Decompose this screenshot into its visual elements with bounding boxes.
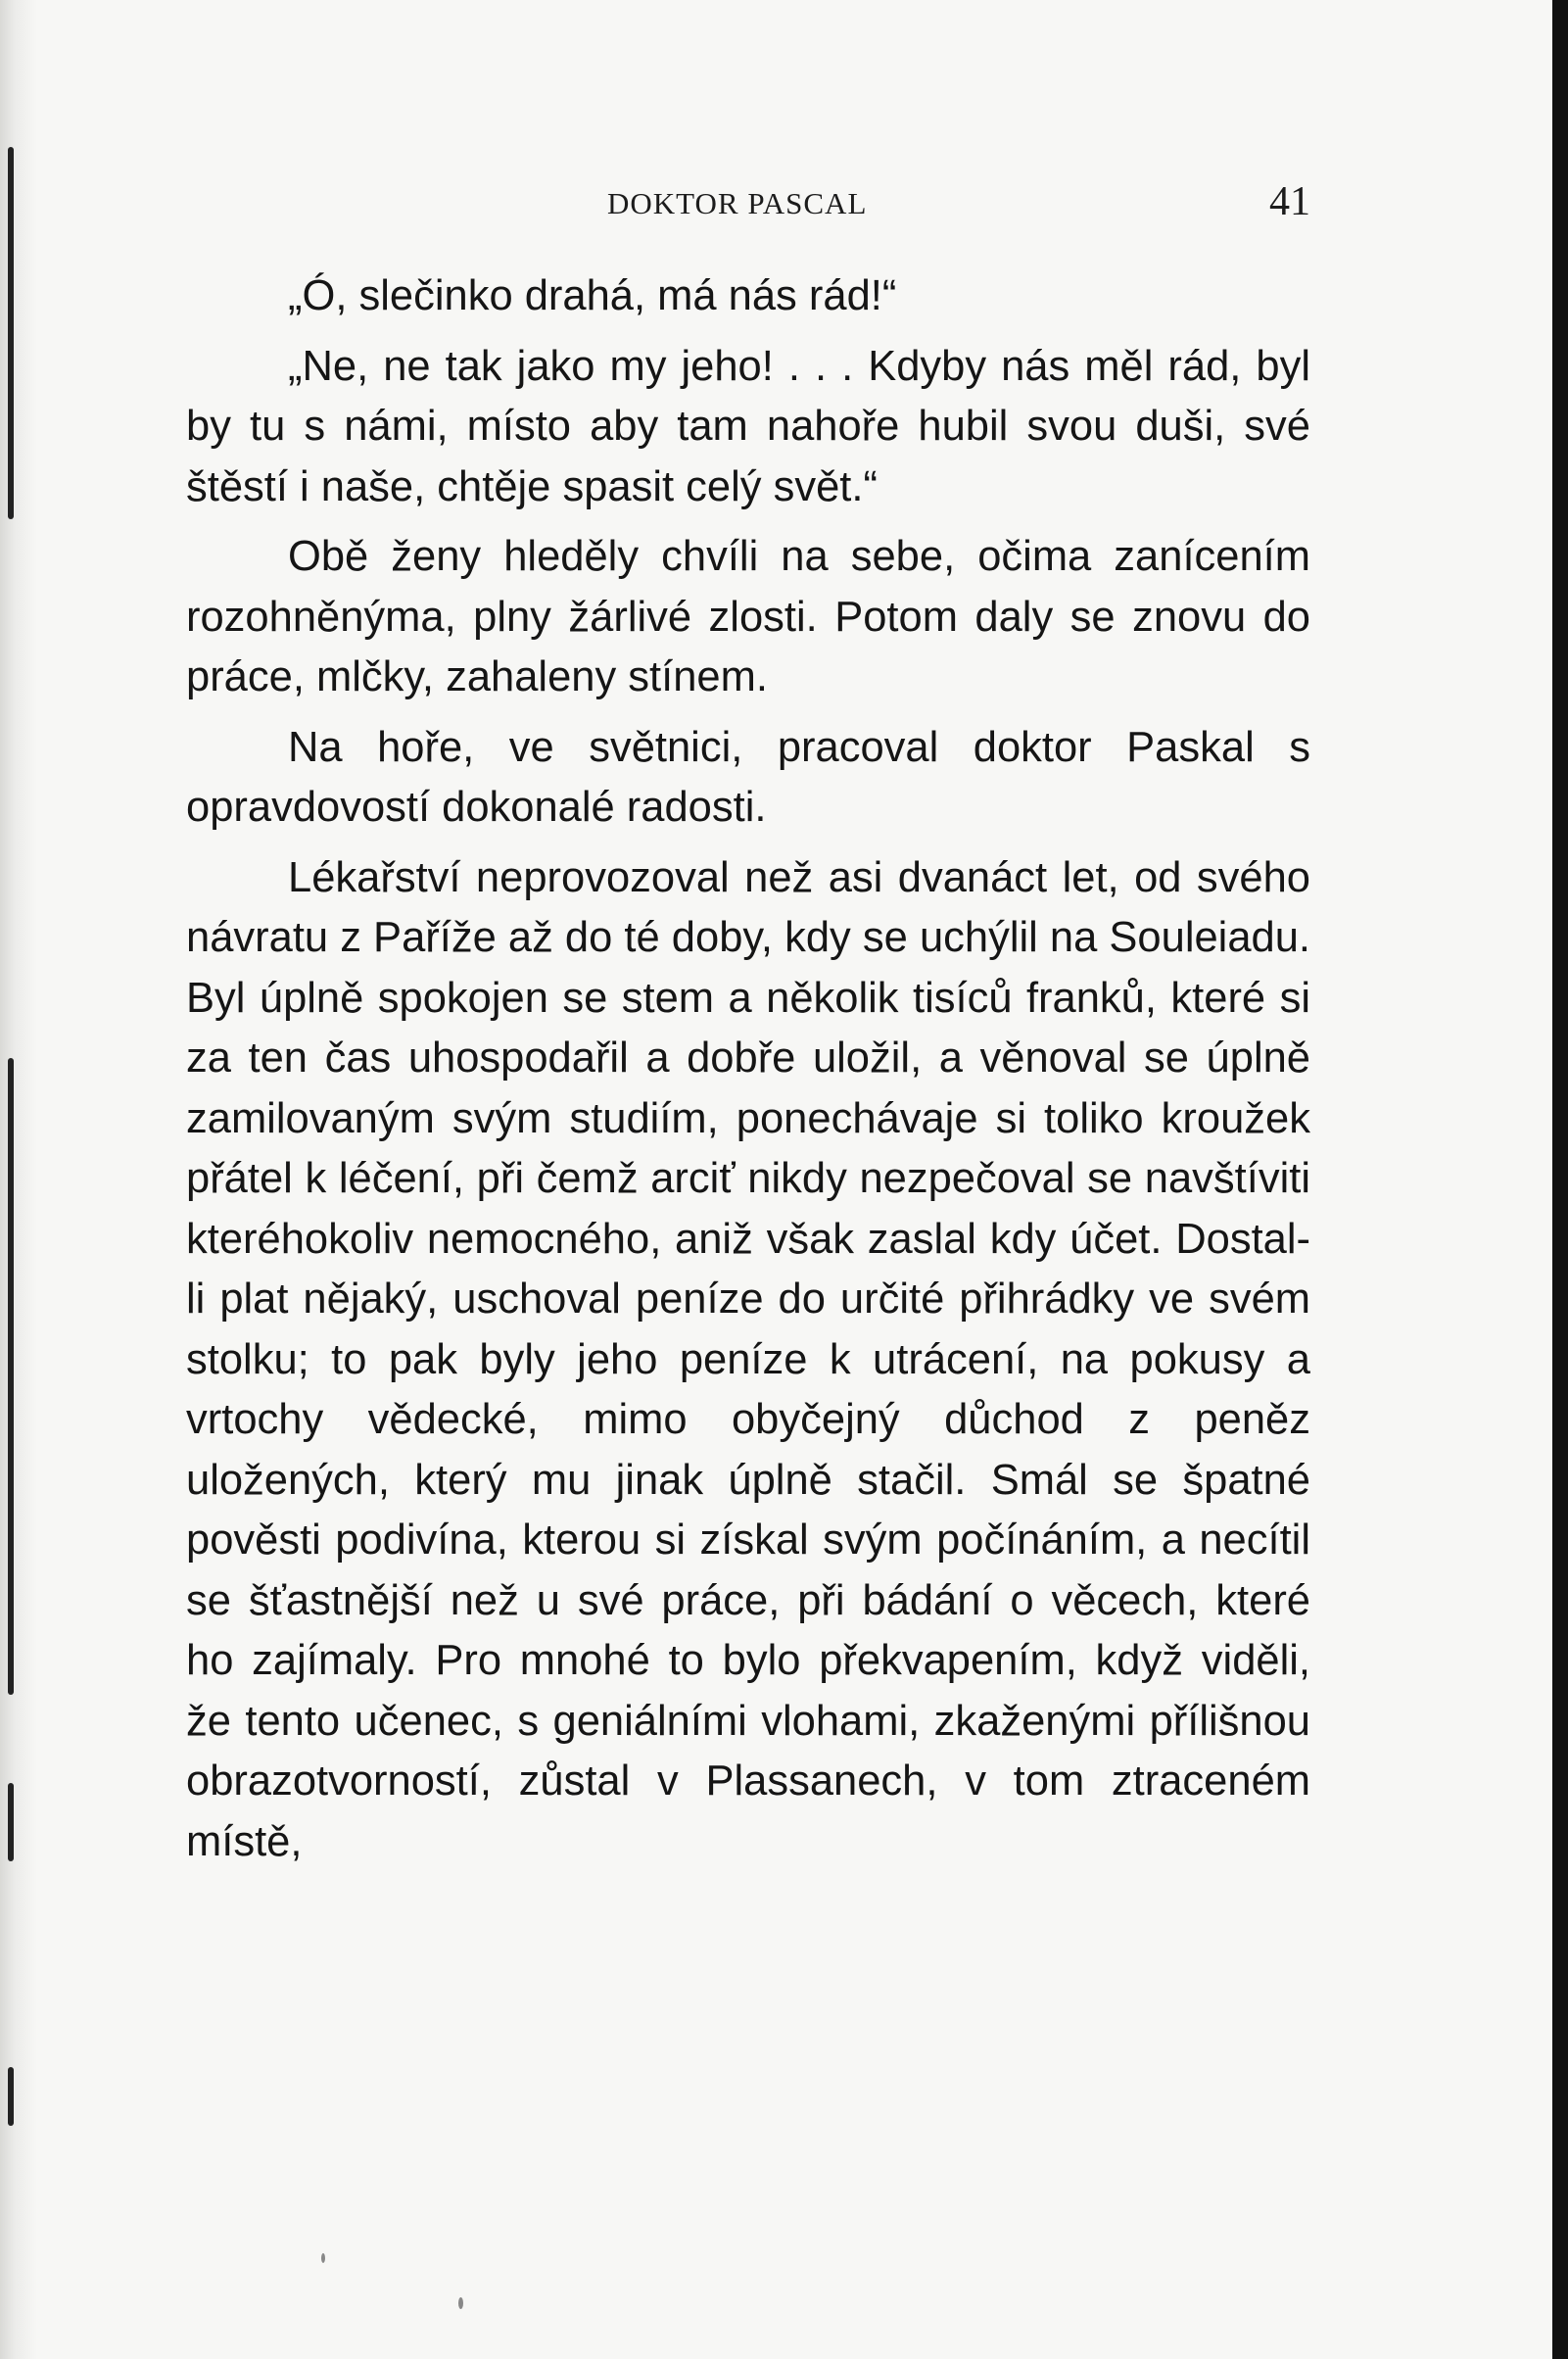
page-header — [186, 178, 1310, 237]
paragraph: „Ne, ne tak jako my jeho! . . . Kdyby nás měl rád, byl by tu s námi, místo aby tam nahoře hubil svou duši, své štěstí i naše, chtěje spasit celý svět.“ — [186, 342, 1310, 510]
scan-edge — [1552, 0, 1568, 2359]
binding-mark — [8, 147, 14, 519]
page-number: 41 — [1269, 179, 1310, 224]
paragraph: Lékařství neprovozoval než asi dvanáct let, od svého návratu z Paříže až do té doby, kdy se uchýlil na Souleiadu. Byl úplně spokojen se stem a několik tisíců franků, které si za ten čas uhospodařil a dobře uložil, a věnoval se úplně zamilovaným svým studiím, ponechávaje si toliko kroužek přátel k léčení, při čemž arciť nikdy nezpečoval se navštíviti kteréhokoliv nemocného, aniž však zaslal kdy účet. Dostal-li plat nějaký, uschoval peníze do určité přihrádky ve svém stolku; to pak byly jeho peníze k utrácení, na pokusy a vrtochy vědecké, mimo obyčejný důchod z peněz uložených, který mu jinak úplně stačil. Smál se špatné pověsti podivína, kterou si získal svým počínáním, a necítil se šťastnější než u své práce, při bádání o věcech, které ho zajímaly. Pro mnohé to bylo překvapením, když viděli, že tento učenec, s geniálními vlohami, zkaženými přílišnou obrazotvorností, zůstal v Plassanech, v tom ztraceném místě, — [186, 853, 1310, 1865]
paragraph: Na hoře, ve světnici, pracoval doktor Paskal s opravdovostí dokonalé radosti. — [186, 723, 1310, 831]
paragraph: „Ó, slečinko drahá, má nás rád!“ — [288, 272, 897, 319]
scan-speck — [458, 2297, 463, 2309]
paragraph: Obě ženy hleděly chvíli na sebe, očima zanícením rozohněnýma, plny žárlivé zlosti. Potom daly se znovu do práce, mlčky, zahaleny stínem. — [186, 533, 1310, 700]
body-text — [186, 266, 1310, 1882]
binding-mark — [8, 1058, 14, 1695]
binding-mark — [8, 2067, 14, 2126]
binding-mark — [8, 1783, 14, 1861]
running-title: DOKTOR PASCAL — [607, 186, 868, 220]
scan-speck — [321, 2253, 325, 2263]
page-gutter — [0, 0, 37, 2359]
